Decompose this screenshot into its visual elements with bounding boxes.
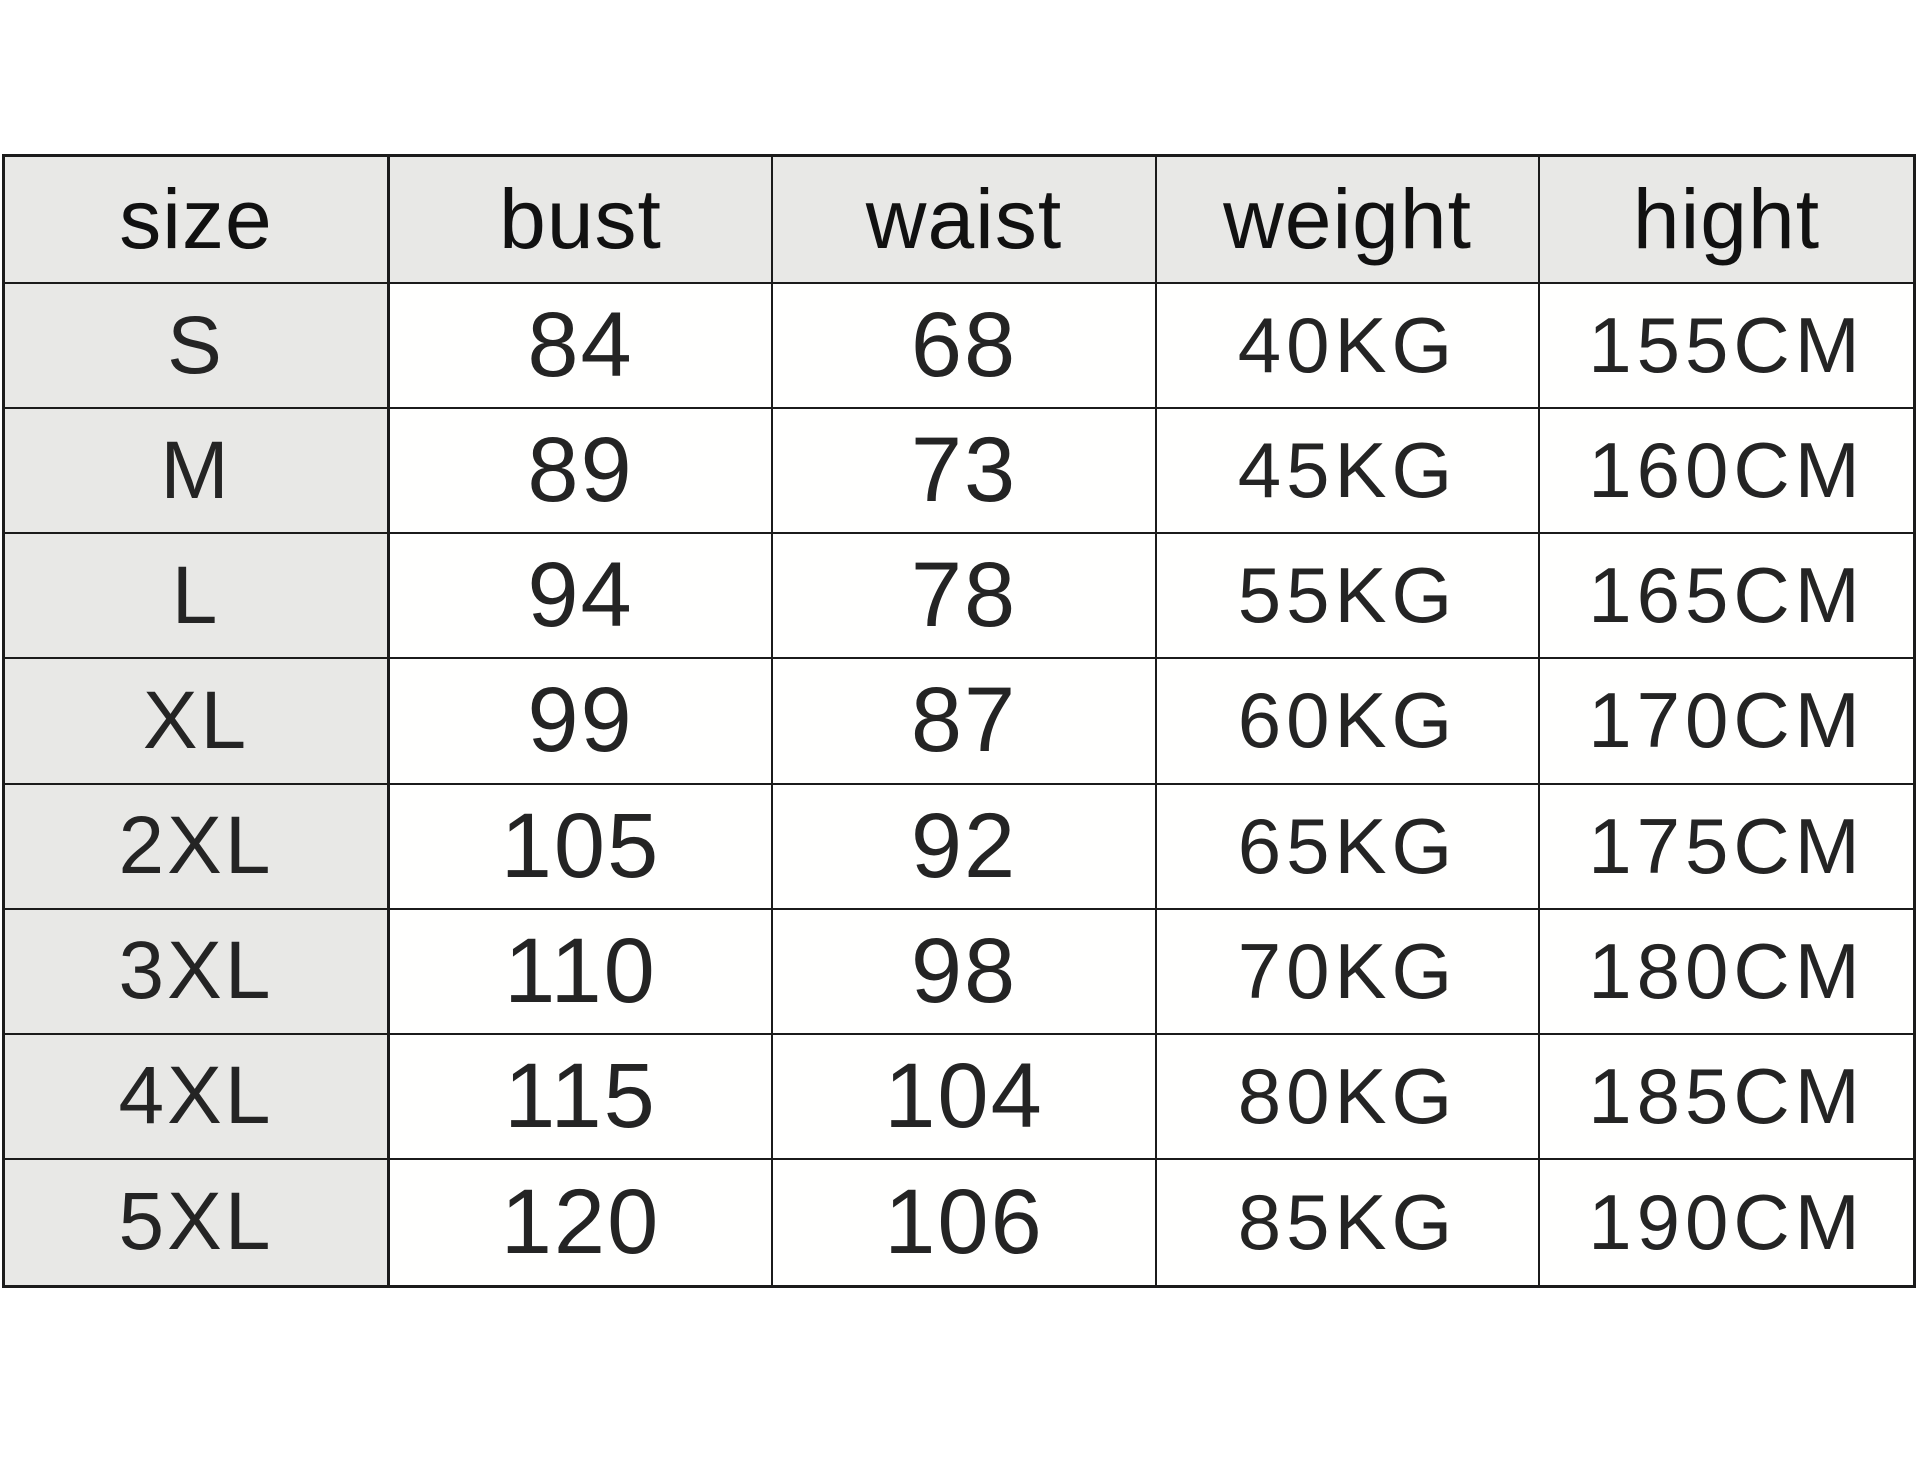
waist-value: 92 [773,785,1157,910]
bust-value: 89 [390,409,773,534]
bust-value: 120 [390,1160,773,1285]
waist-value: 68 [773,284,1157,409]
size-label: L [5,534,390,659]
header-hight: hight [1540,157,1913,284]
header-waist: waist [773,157,1157,284]
waist-value: 98 [773,910,1157,1035]
bust-value: 84 [390,284,773,409]
hight-value: 185CM [1540,1035,1913,1160]
header-weight: weight [1157,157,1540,284]
weight-value: 60KG [1157,659,1540,784]
waist-value: 78 [773,534,1157,659]
weight-value: 65KG [1157,785,1540,910]
hight-value: 170CM [1540,659,1913,784]
weight-value: 85KG [1157,1160,1540,1285]
weight-value: 80KG [1157,1035,1540,1160]
bust-value: 105 [390,785,773,910]
weight-value: 70KG [1157,910,1540,1035]
header-size: size [5,157,390,284]
bust-value: 110 [390,910,773,1035]
waist-value: 87 [773,659,1157,784]
hight-value: 165CM [1540,534,1913,659]
hight-value: 180CM [1540,910,1913,1035]
weight-value: 55KG [1157,534,1540,659]
weight-value: 40KG [1157,284,1540,409]
bust-value: 115 [390,1035,773,1160]
size-label: 2XL [5,785,390,910]
size-label: S [5,284,390,409]
size-chart-table [2,154,1916,1288]
size-label: XL [5,659,390,784]
waist-value: 106 [773,1160,1157,1285]
bust-value: 99 [390,659,773,784]
bust-value: 94 [390,534,773,659]
hight-value: 175CM [1540,785,1913,910]
waist-value: 104 [773,1035,1157,1160]
size-label: 5XL [5,1160,390,1285]
hight-value: 155CM [1540,284,1913,409]
hight-value: 160CM [1540,409,1913,534]
hight-value: 190CM [1540,1160,1913,1285]
waist-value: 73 [773,409,1157,534]
header-bust: bust [390,157,773,284]
size-label: 3XL [5,910,390,1035]
size-label: M [5,409,390,534]
weight-value: 45KG [1157,409,1540,534]
size-label: 4XL [5,1035,390,1160]
